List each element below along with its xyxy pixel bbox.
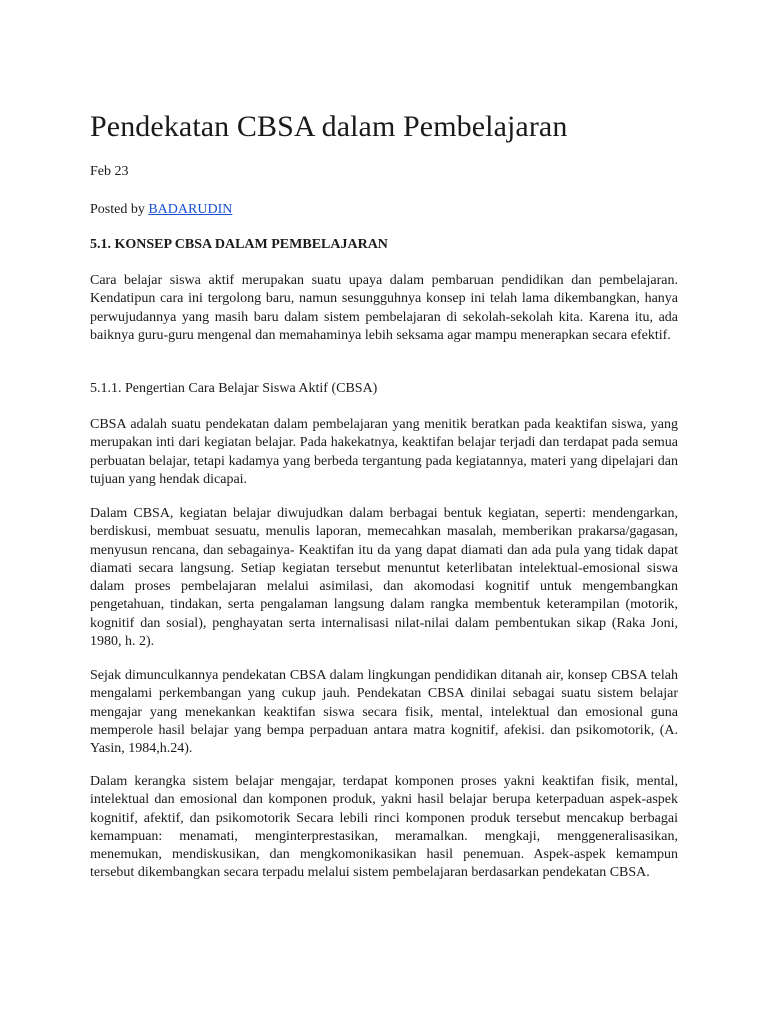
paragraph: Cara belajar siswa aktif merupakan suatu upaya dalam pembaruan pendidikan dan pembelajaran. Kendatipun cara ini tergolong baru, namun sesungguhnya konsep ini telah lama dikembangkan, hanya perwujudannya yang masih baru dalam sistem pembelajaran di sekolah-sekolah kita. Karena itu, ada baiknya guru-guru mengenal dan memahaminya lebih seksama agar mampu menerapkan secara efektif.: [90, 273, 678, 343]
paragraph: Dalam kerangka sistem belajar mengajar, terdapat komponen proses yakni keaktifan fisik, mental, intelektual dan emosional dan komponen produk, yakni hasil belajar berupa keterpaduan aspek-aspek kognitif, afektif, dan psikomotorik Secara lebili rinci komponen produk tersebut mencakup berbagai kemampuan: menamati, menginterprestasikan, meramalkan. mengkaji, menggeneralisasikan, menemukan, mendiskusikan, dan mengkomonikasikan hasil penemuan. Aspek-aspek kemampun tersebut dikembangkan secara terpadu melalui sistem pembelajaran berdasarkan pendekatan CBSA.: [90, 774, 678, 881]
posted-by-label: Posted by: [90, 202, 149, 217]
post-date: Feb 23: [90, 164, 129, 179]
posted-by: [90, 202, 232, 218]
section-heading: 5.1. KONSEP CBSA DALAM PEMBELAJARAN: [90, 237, 388, 252]
author-link[interactable]: BADARUDIN: [148, 202, 233, 217]
paragraph: Dalam CBSA, kegiatan belajar diwujudkan dalam berbagai bentuk kegiatan, seperti: mendengarkan, berdiskusi, membuat sesuatu, menulis laporan, memecahkan masalah, memberikan prakarsa/gagasan, menyusun rencana, dan sebagainya- Keaktifan itu da yang dapat diamati dan ada pula yang tidak dapat diamati secara langsung. Setiap kegiatan tersebut menuntut keterlibatan intelektual-emosional siswa dalam proses pembelajaran melalui asimilasi, dan akomodasi kognitif untuk mengembangkan pengetahuan, tindakan, serta pengalaman langsung dalam rangka membentuk keterampilan (motorik, kognitif dan sosial), penghayatan serta internalisasi nilat-nilai dalam pembentukan sikap (Raka Joni, 1980, h. 2).: [90, 506, 678, 650]
page-title: Pendekatan CBSA dalam Pembelajaran: [90, 110, 568, 143]
subheading: 5.1.1. Pengertian Cara Belajar Siswa Aktif (CBSA): [90, 381, 378, 396]
paragraph: CBSA adalah suatu pendekatan dalam pembelajaran yang menitik beratkan pada keaktifan siswa, yang merupakan inti dari kegiatan belajar. Pada hakekatnya, keaktifan belajar terjadi dan terdapat pada semua perbuatan belajar, tetapi kadamya yang berbeda tergantung pada kegiatannya, materi yang dipelajari dan tujuan yang hendak dicapai.: [90, 417, 678, 487]
paragraph: Sejak dimunculkannya pendekatan CBSA dalam lingkungan pendidikan ditanah air, konsep CBSA telah mengalami perkembangan yang cukup jauh. Pendekatan CBSA dinilai sebagai suatu sistem belajar mengajar yang menekankan keaktifan siswa secara fisik, mental, intelektual dan emosional guna memperole hasil belajar yang bempa perpaduan antara matra kognitif, afekisi. dan psikomotorik, (A. Yasin, 1984,h.24).: [90, 668, 678, 757]
